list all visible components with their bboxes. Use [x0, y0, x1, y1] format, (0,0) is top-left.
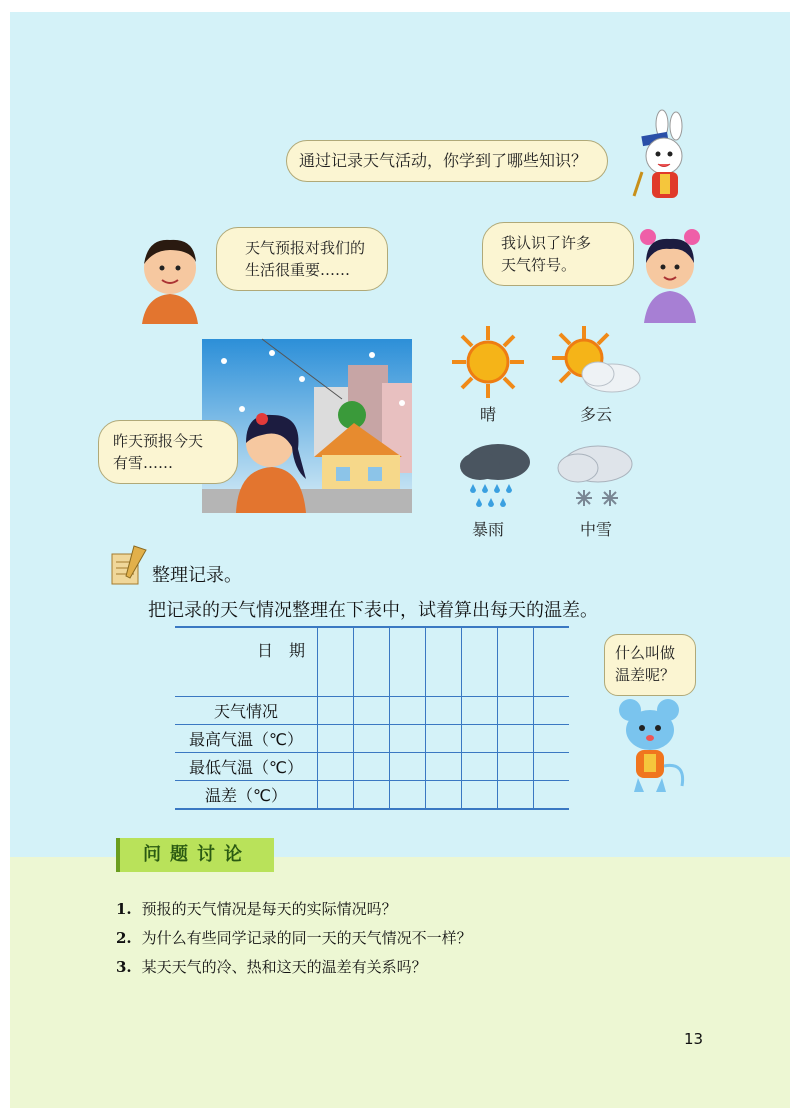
- table-cell[interactable]: [534, 725, 570, 753]
- table-cell[interactable]: [462, 781, 498, 810]
- question-number: 1.: [116, 900, 132, 918]
- table-row: [175, 697, 569, 725]
- boy-speech-line-1: 天气预报对我们的: [245, 239, 366, 257]
- mouse-speech-line-2: 温差呢？: [615, 666, 676, 684]
- sunny-icon: [450, 324, 526, 400]
- table-cell[interactable]: [318, 627, 354, 697]
- table-cell[interactable]: [462, 627, 498, 697]
- table-cell[interactable]: [426, 627, 462, 697]
- question-text: 为什么有些同学记录的同一天的天气情况不一样？: [141, 929, 472, 947]
- page-number: 13: [684, 1030, 704, 1048]
- discussion-question-3: [116, 956, 427, 977]
- moderate-snow-icon: [550, 438, 636, 510]
- table-cell[interactable]: [426, 725, 462, 753]
- table-cell[interactable]: [318, 697, 354, 725]
- table-cell[interactable]: [354, 725, 390, 753]
- table-cell[interactable]: [354, 753, 390, 781]
- sunny-label: 晴: [479, 405, 496, 424]
- table-cell[interactable]: [318, 753, 354, 781]
- table-cell[interactable]: [318, 781, 354, 810]
- textbook-page: [10, 12, 790, 1108]
- question-number: 2.: [116, 929, 132, 947]
- question-text: 某天天气的冷、热和这天的温差有关系吗？: [141, 958, 427, 976]
- snow-girl-speech-line-2: 有雪……: [113, 454, 174, 472]
- mouse-speech-bubble: [604, 634, 696, 696]
- rainstorm-label: 暴雨: [471, 520, 504, 539]
- discussion-section-background: [10, 857, 790, 1108]
- table-cell[interactable]: [498, 725, 534, 753]
- table-cell[interactable]: [498, 697, 534, 725]
- table-cell[interactable]: [462, 725, 498, 753]
- table-cell[interactable]: [318, 725, 354, 753]
- question-text: 预报的天气情况是每天的实际情况吗？: [141, 900, 397, 918]
- snowy-street-scene: [202, 339, 412, 513]
- table-row: [175, 627, 569, 697]
- discussion-question-2: [116, 927, 472, 948]
- table-cell[interactable]: [390, 697, 426, 725]
- table-row: [175, 781, 569, 810]
- boy-speech-bubble: [216, 227, 388, 291]
- rabbit-question-text: 通过记录天气活动，你学到了哪些知识？: [299, 151, 588, 170]
- girl-speech-line-1: 我认识了许多: [501, 234, 592, 252]
- moderate-snow-label: 中雪: [579, 520, 612, 539]
- rainstorm-icon: [456, 438, 534, 510]
- row-label-min-temp: 最低气温（℃）: [175, 753, 318, 781]
- table-cell[interactable]: [426, 753, 462, 781]
- boy-illustration: [134, 234, 206, 324]
- organize-instruction: 把记录的天气情况整理在下表中，试着算出每天的温差。: [148, 600, 598, 621]
- blue-mouse-illustration: [616, 696, 696, 796]
- notebook-pencil-icon: [108, 544, 150, 588]
- table-cell[interactable]: [390, 627, 426, 697]
- girl-illustration: [636, 227, 704, 323]
- table-cell[interactable]: [354, 627, 390, 697]
- table-cell[interactable]: [534, 697, 570, 725]
- table-cell[interactable]: [390, 725, 426, 753]
- cloudy-label: 多云: [579, 405, 612, 424]
- row-label-weather: 天气情况: [175, 697, 318, 725]
- table-cell[interactable]: [354, 697, 390, 725]
- cloudy-icon: [550, 324, 642, 400]
- table-cell[interactable]: [534, 781, 570, 810]
- table-cell[interactable]: [426, 697, 462, 725]
- date-header-cell: 日 期: [175, 627, 318, 697]
- row-label-temp-diff: 温差（℃）: [175, 781, 318, 810]
- boy-speech-line-2: 生活很重要……: [245, 261, 351, 279]
- table-cell[interactable]: [498, 627, 534, 697]
- table-cell[interactable]: [426, 781, 462, 810]
- table-cell[interactable]: [534, 627, 570, 697]
- table-cell[interactable]: [462, 753, 498, 781]
- table-cell[interactable]: [354, 781, 390, 810]
- girl-speech-line-2: 天气符号。: [501, 256, 577, 274]
- rabbit-teacher-illustration: [620, 112, 700, 212]
- mouse-speech-line-1: 什么叫做: [615, 644, 676, 662]
- table-cell[interactable]: [498, 753, 534, 781]
- table-cell[interactable]: [390, 753, 426, 781]
- organize-heading: 整理记录。: [152, 565, 242, 586]
- question-number: 3.: [116, 958, 132, 976]
- rabbit-speech-bubble: [286, 140, 608, 182]
- weather-record-table: [175, 626, 569, 810]
- table-cell[interactable]: [390, 781, 426, 810]
- table-cell[interactable]: [462, 697, 498, 725]
- discussion-title: 问题讨论: [116, 838, 274, 872]
- girl-speech-bubble: [482, 222, 634, 286]
- table-cell[interactable]: [534, 753, 570, 781]
- row-label-max-temp: 最高气温（℃）: [175, 725, 318, 753]
- table-cell[interactable]: [498, 781, 534, 810]
- snow-girl-speech-bubble: [98, 420, 238, 484]
- table-row: [175, 753, 569, 781]
- table-row: [175, 725, 569, 753]
- discussion-question-1: [116, 898, 397, 919]
- snow-girl-speech-line-1: 昨天预报今天: [113, 432, 204, 450]
